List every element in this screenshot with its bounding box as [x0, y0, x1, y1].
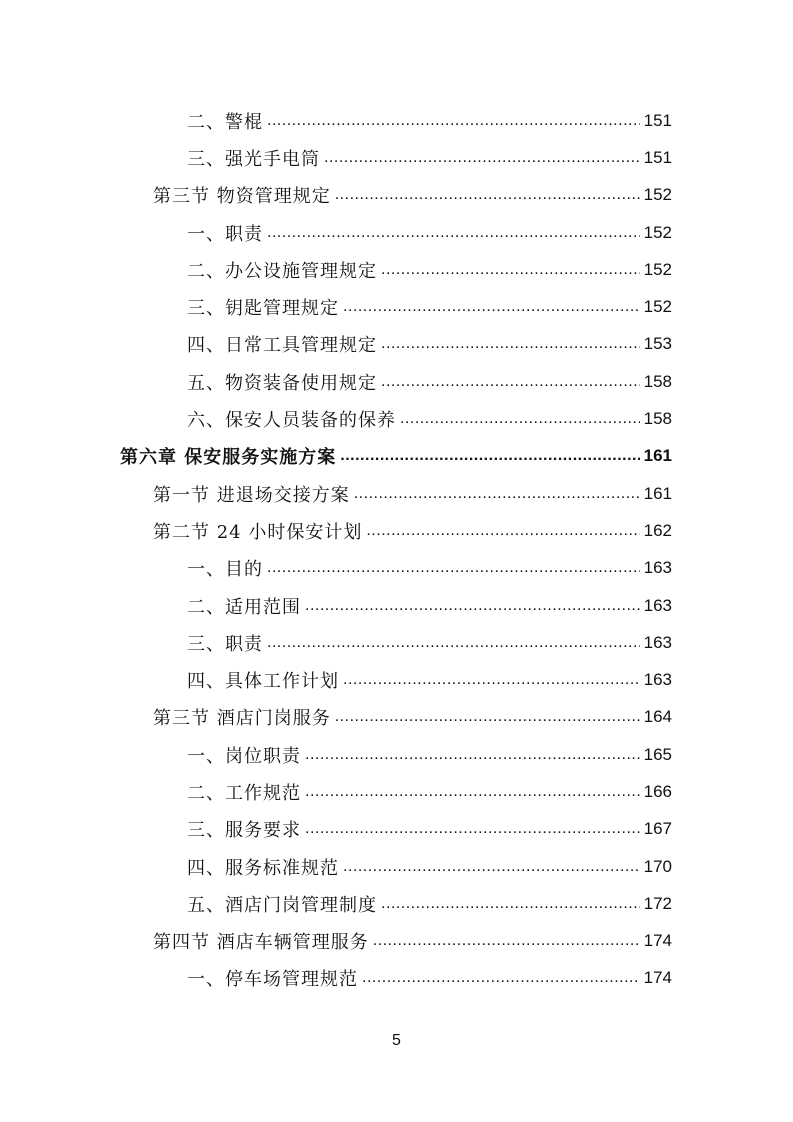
- toc-entry-label: 一、停车场管理规范: [187, 969, 358, 991]
- toc-entry[interactable]: [0, 848, 793, 885]
- toc-entry-label: 二、适用范围: [187, 596, 301, 618]
- dot-leader: [267, 559, 640, 577]
- toc-entry-label: 一、目的: [187, 559, 263, 581]
- toc-entry-page: 151: [643, 147, 672, 167]
- toc-entry-label: 第二节 24 小时保安计划: [153, 521, 363, 543]
- toc-entry-label: 三、钥匙管理规定: [187, 298, 339, 320]
- toc-entry[interactable]: [0, 438, 793, 475]
- dot-leader: [305, 597, 640, 615]
- toc-entry[interactable]: [0, 811, 793, 848]
- toc-entry-page: 153: [643, 334, 672, 354]
- toc-entry[interactable]: [0, 550, 793, 587]
- toc-entry[interactable]: [0, 102, 793, 139]
- toc-entry-label: 四、服务标准规范: [187, 857, 339, 879]
- page-number: 5: [392, 1032, 401, 1049]
- dot-leader: [354, 485, 640, 503]
- toc-entry-label: 四、具体工作计划: [187, 671, 339, 693]
- toc-entry-label: 五、酒店门岗管理制度: [187, 894, 377, 916]
- dot-leader: [267, 634, 640, 652]
- toc-entry-label: 一、职责: [187, 223, 263, 245]
- toc-entry-page: 163: [643, 558, 672, 578]
- toc-entry-page: 174: [643, 968, 672, 988]
- dot-leader: [343, 671, 640, 689]
- toc-entry-page: 151: [643, 110, 672, 130]
- toc-entry[interactable]: [0, 699, 793, 736]
- dot-leader: [340, 447, 639, 465]
- toc-entry[interactable]: [0, 736, 793, 773]
- toc-entry[interactable]: [0, 587, 793, 624]
- toc-entry[interactable]: [0, 475, 793, 512]
- dot-leader: [335, 186, 640, 204]
- toc-entry-page: 161: [643, 483, 672, 503]
- table-of-contents: [0, 102, 793, 997]
- toc-entry[interactable]: [0, 960, 793, 997]
- dot-leader: [366, 522, 639, 540]
- toc-entry-page: 162: [643, 520, 672, 540]
- toc-entry[interactable]: [0, 326, 793, 363]
- dot-leader: [305, 746, 640, 764]
- toc-entry[interactable]: [0, 363, 793, 400]
- toc-entry-label: 三、强光手电筒: [187, 148, 320, 170]
- toc-entry-page: 161: [643, 446, 672, 466]
- dot-leader: [343, 298, 640, 316]
- dot-leader: [362, 969, 640, 987]
- toc-entry[interactable]: [0, 661, 793, 698]
- toc-entry-page: 165: [643, 744, 672, 764]
- toc-entry-page: 163: [643, 632, 672, 652]
- toc-entry-label: 二、工作规范: [187, 782, 301, 804]
- dot-leader: [381, 895, 640, 913]
- toc-entry-label: 三、服务要求: [187, 820, 301, 842]
- toc-entry-label: 一、岗位职责: [187, 745, 301, 767]
- toc-entry-page: 163: [643, 595, 672, 615]
- toc-entry[interactable]: [0, 288, 793, 325]
- dot-leader: [267, 112, 640, 130]
- toc-entry[interactable]: [0, 885, 793, 922]
- toc-entry[interactable]: [0, 773, 793, 810]
- toc-entry[interactable]: [0, 251, 793, 288]
- toc-entry-page: 158: [643, 371, 672, 391]
- toc-entry[interactable]: [0, 139, 793, 176]
- dot-leader: [335, 708, 640, 726]
- dot-leader: [381, 261, 640, 279]
- dot-leader: [381, 335, 640, 353]
- dot-leader: [305, 783, 640, 801]
- toc-entry-page: 152: [643, 259, 672, 279]
- toc-entry-label: 第四节 酒店车辆管理服务: [153, 932, 369, 954]
- toc-entry-label: 三、职责: [187, 633, 263, 655]
- toc-entry-page: 167: [643, 819, 672, 839]
- toc-entry-page: 152: [643, 297, 672, 317]
- dot-leader: [400, 410, 640, 428]
- toc-entry-label: 六、保安人员装备的保养: [187, 410, 396, 432]
- dot-leader: [324, 149, 640, 167]
- toc-entry[interactable]: [0, 923, 793, 960]
- dot-leader: [267, 224, 640, 242]
- dot-leader: [305, 820, 640, 838]
- toc-entry-page: 152: [643, 185, 672, 205]
- toc-entry-label: 二、办公设施管理规定: [187, 260, 377, 282]
- toc-entry[interactable]: [0, 400, 793, 437]
- toc-entry-page: 163: [643, 670, 672, 690]
- toc-entry-page: 164: [643, 707, 672, 727]
- toc-entry-page: 152: [643, 222, 672, 242]
- dot-leader: [373, 932, 640, 950]
- toc-entry-page: 170: [643, 856, 672, 876]
- toc-entry[interactable]: [0, 177, 793, 214]
- dot-leader: [343, 858, 640, 876]
- dot-leader: [381, 373, 640, 391]
- toc-entry-label: 第三节 物资管理规定: [153, 186, 331, 208]
- toc-entry-label: 四、日常工具管理规定: [187, 335, 377, 357]
- toc-entry-label: 第六章 保安服务实施方案: [120, 447, 337, 469]
- toc-entry[interactable]: [0, 512, 793, 549]
- toc-entry-page: 174: [643, 931, 672, 951]
- toc-entry[interactable]: [0, 624, 793, 661]
- toc-entry-label: 第一节 进退场交接方案: [153, 484, 350, 506]
- toc-entry-page: 172: [643, 893, 672, 913]
- toc-entry-label: 二、警棍: [187, 111, 263, 133]
- toc-entry-page: 166: [643, 781, 672, 801]
- toc-entry-page: 158: [643, 409, 672, 429]
- toc-entry-label: 第三节 酒店门岗服务: [153, 708, 331, 730]
- toc-entry[interactable]: [0, 214, 793, 251]
- toc-entry-label: 五、物资装备使用规定: [187, 372, 377, 394]
